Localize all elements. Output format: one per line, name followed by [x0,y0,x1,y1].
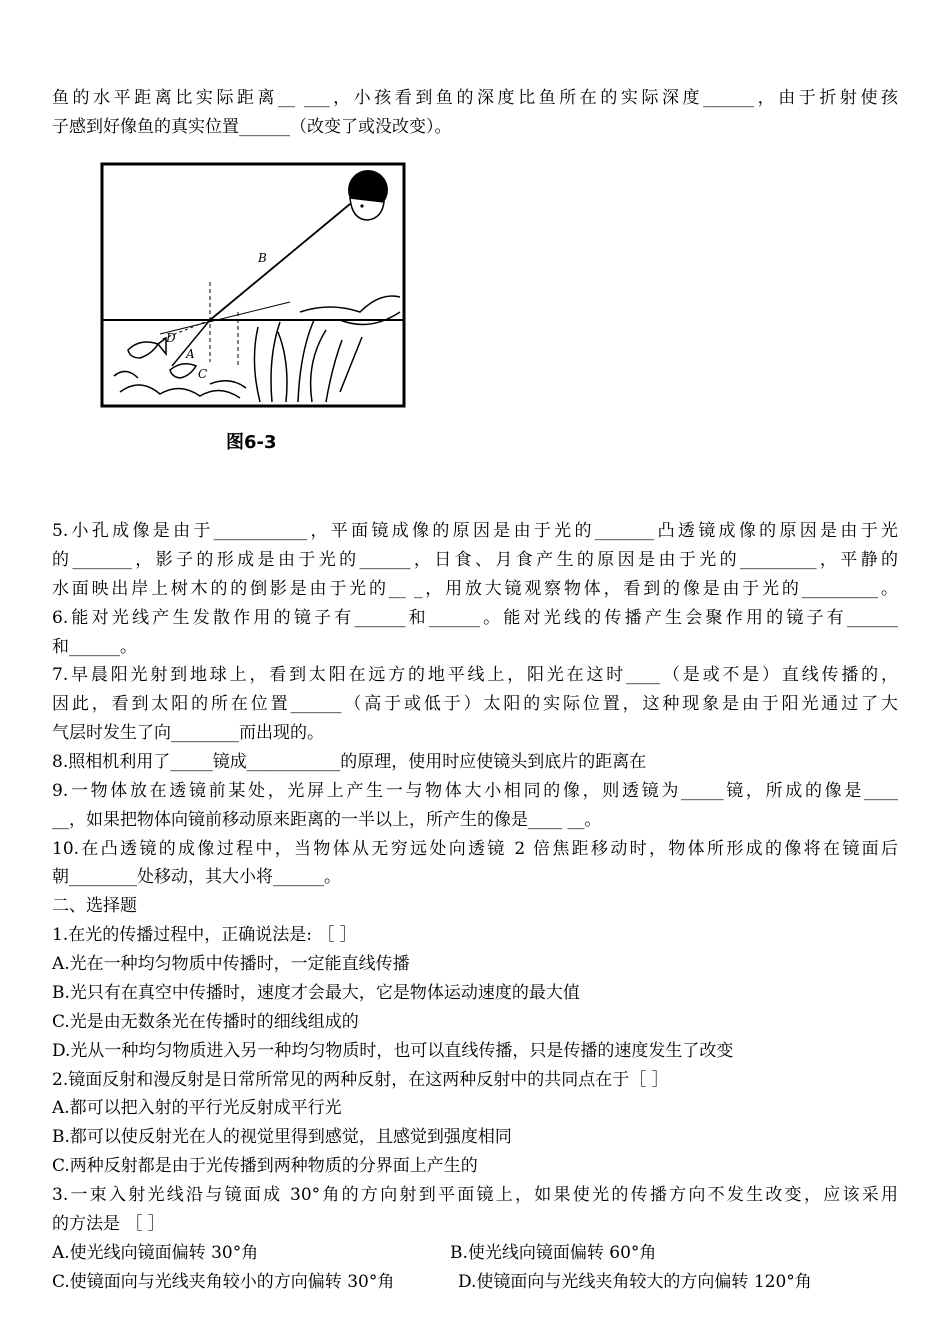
water-plants [114,296,400,402]
choice-q1-option-a: A.光在一种均匀物质中传播时，一定能直线传播 [52,954,410,974]
q9-line-1: 9.一物体放在透镜前某处，光屏上产生一与物体大小相同的像，则透镜为_____镜，所成的像是____ [52,781,898,801]
choice-q3-options-row-1 [52,1239,898,1268]
choice-q2-option-a: A.都可以把入射的平行光反射成平行光 [52,1098,342,1118]
fish-real-c [170,364,196,378]
choice-q1-option-c: C.光是由无数条光在传播时的细线组成的 [52,1012,359,1032]
choice-q3-option-a: A.使光线向镜面偏转 30°角 [52,1243,259,1263]
choice-q3-line-1: 3.一束入射光线沿与镜面成 30°角的方向射到平面镜上，如果使光的传播方向不发生改变，应该采用 [52,1185,898,1205]
choice-q3-option-c: C.使镜面向与光线夹角较小的方向偏转 30°角 [52,1272,395,1292]
q10-line-1: 10.在凸透镜的成像过程中，当物体从无穷远处向透镜 2 倍焦距移动时，物体所形成的像将在镜面后 [52,839,898,859]
ray-b [210,204,350,320]
q7-line-1: 7.早晨阳光射到地球上，看到太阳在远方的地平线上，阳光在这时____（是或不是）直线传播的， [52,665,898,685]
q7-line-3: 气层时发生了向________而出现的。 [52,723,324,743]
label-d: D [166,331,176,345]
choice-q1-option-d: D.光从一种均匀物质进入另一种均匀物质时，也可以直线传播，只是传播的速度发生了改变 [52,1041,734,1061]
choice-q1: 1.在光的传播过程中，正确说法是: ［ ］ [52,925,357,945]
figure-6-3 [100,162,408,410]
choice-q2: 2.镜面反射和漫反射是日常所常见的两种反射，在这两种反射中的共同点在于［ ］ [52,1070,669,1090]
label-b: B [258,251,267,265]
q6-line-2: 和______。 [52,637,137,657]
q5-line-2: 的_______，影子的形成是由于光的______，日食、月食产生的原因是由于光的_________，平静的 [52,550,898,570]
q9-line-2: __，如果把物体向镜前移动原来距离的一半以上，所产生的像是____ __。 [52,810,602,830]
q5-line-1: 5.小孔成像是由于___________，平面镜成像的原因是由于光的_______凸透镜成像的原因是由于光 [52,521,898,541]
q7-line-2: 因此，看到太阳的所在位置______（高于或低于）太阳的实际位置，这种现象是由于阳光通过了大 [52,694,898,714]
child-head [348,170,388,220]
choice-q3-option-d: D.使镜面向与光线夹角较大的方向偏转 120°角 [458,1272,812,1292]
choice-q3-options-row-2 [52,1268,898,1297]
choice-q3-option-b: B.使光线向镜面偏转 60°角 [450,1243,657,1263]
fish-refraction-illustration [100,162,408,410]
label-c: C [198,367,208,381]
q5-line-3: 水面映出岸上树木的的倒影是由于光的__ _，用放大镜观察物体，看到的像是由于光的_________。 [52,579,898,599]
figure-caption: 图6-3 [226,432,277,453]
choice-q2-option-c: C.两种反射都是由于光传播到两种物质的分界面上产生的 [52,1156,478,1176]
choice-q1-option-b: B.光只有在真空中传播时，速度才会最大，它是物体运动速度的最大值 [52,983,580,1003]
q8-line-1: 8.照相机利用了_____镜成___________的原理，使用时应使镜头到底片的距离在 [52,752,647,772]
choice-q2-option-b: B.都可以使反射光在人的视觉里得到感觉，且感觉到强度相同 [52,1127,512,1147]
label-a: A [186,347,195,361]
q10-line-2: 朝________处移动，其大小将______。 [52,867,341,887]
fish-image-d [128,338,166,358]
q6-line-1: 6.能对光线产生发散作用的镜子有______和______。能对光线的传播产生会聚作用的镜子有______ [52,608,898,628]
intro-line-1: 鱼的水平距离比实际距离__ ___，小孩看到鱼的深度比鱼所在的实际深度______，由于折射使孩 [52,88,898,108]
intro-line-2: 子感到好像鱼的真实位置______（改变了或没改变）。 [52,117,452,137]
section-heading-choice: 二、选择题 [52,896,137,916]
choice-q3-line-2: 的方法是 ［ ］ [52,1214,165,1234]
